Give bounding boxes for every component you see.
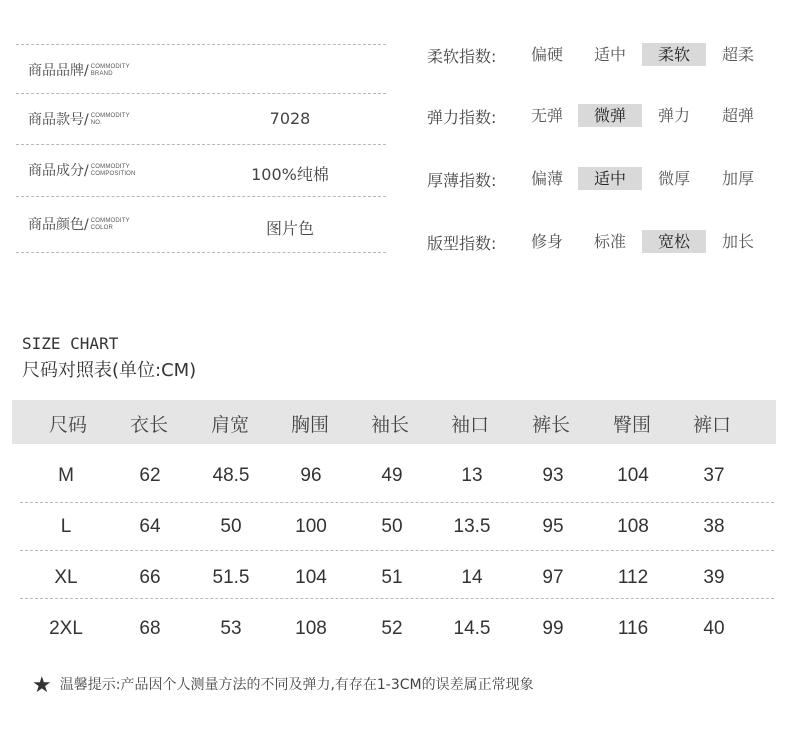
table-cell: 93 — [542, 465, 564, 486]
divider — [16, 144, 386, 145]
table-cell: 96 — [300, 465, 322, 486]
divider — [16, 44, 386, 45]
thickness-option: 偏薄 — [530, 169, 563, 188]
table-cell: 112 — [617, 567, 649, 588]
header-cell: 胸围 — [290, 414, 329, 436]
header-cell: 袖长 — [370, 414, 409, 436]
color-value: 图片色 — [265, 219, 314, 238]
star-icon: ★ — [32, 673, 52, 698]
fit-option-selected: 宽松 — [642, 230, 706, 253]
table-cell: 108 — [295, 618, 327, 639]
row-divider — [20, 550, 774, 551]
measurement-note — [32, 673, 534, 698]
style-no-value: 7028 — [269, 109, 311, 128]
table-cell: 108 — [617, 516, 649, 537]
table-cell: 104 — [617, 465, 649, 486]
softness-option: 适中 — [593, 45, 626, 64]
table-cell: 64 — [139, 516, 161, 537]
thickness-option: 微厚 — [657, 169, 690, 188]
table-cell: 40 — [703, 618, 725, 639]
elasticity-option: 超弹 — [721, 106, 754, 125]
table-cell: 51 — [381, 567, 403, 588]
fit-option: 修身 — [530, 232, 563, 251]
table-cell: XL — [54, 567, 78, 588]
header-cell: 裤长 — [531, 414, 570, 436]
table-cell: 52 — [381, 618, 403, 639]
header-cell: 尺码 — [48, 414, 87, 436]
table-cell: M — [58, 465, 74, 486]
elasticity-label: 弹力指数: — [427, 108, 497, 127]
softness-option-selected: 柔软 — [642, 43, 706, 66]
table-cell: 68 — [139, 618, 161, 639]
row-divider — [20, 502, 774, 503]
thickness-option: 加厚 — [721, 169, 754, 188]
table-cell: 14.5 — [453, 618, 491, 639]
table-cell: 50 — [220, 516, 242, 537]
table-cell: 50 — [381, 516, 403, 537]
divider — [16, 93, 386, 94]
thickness-option-selected: 适中 — [578, 167, 642, 190]
table-cell: 14 — [461, 567, 483, 588]
style-no-label: 商品款号/ COMMODITY NO. — [28, 112, 130, 128]
table-cell: 104 — [295, 567, 327, 588]
table-cell: 48.5 — [212, 465, 250, 486]
divider — [16, 196, 386, 197]
fit-label: 版型指数: — [427, 234, 497, 253]
table-cell: 97 — [542, 567, 564, 588]
table-cell: 95 — [542, 516, 564, 537]
softness-option: 偏硬 — [530, 45, 563, 64]
size-chart-subtitle: 尺码对照表(单位:CM) — [22, 360, 197, 381]
table-cell: 2XL — [49, 618, 83, 639]
table-cell: 100 — [295, 516, 327, 537]
composition-label: 商品成分/ COMMODITY COMPOSITION — [28, 163, 136, 179]
table-cell: 51.5 — [212, 567, 250, 588]
color-label: 商品颜色/ COMMODITY COLOR — [28, 217, 130, 233]
fit-option: 加长 — [721, 232, 754, 251]
table-cell: 37 — [703, 465, 725, 486]
table-cell: 39 — [703, 567, 725, 588]
elasticity-option: 弹力 — [657, 106, 690, 125]
table-cell: 62 — [139, 465, 161, 486]
elasticity-option-selected: 微弹 — [578, 104, 642, 127]
composition-value: 100%纯棉 — [251, 165, 329, 184]
brand-label: 商品品牌/ COMMODITY BRAND — [28, 63, 130, 79]
table-cell: 13.5 — [453, 516, 491, 537]
thickness-label: 厚薄指数: — [427, 171, 497, 190]
table-cell: 49 — [381, 465, 403, 486]
divider — [16, 252, 386, 253]
table-cell: 53 — [220, 618, 242, 639]
header-cell: 衣长 — [129, 414, 168, 436]
table-cell: L — [60, 516, 72, 537]
table-cell: 99 — [542, 618, 564, 639]
table-cell: 38 — [703, 516, 725, 537]
header-cell: 裤口 — [692, 414, 731, 436]
table-cell: 66 — [139, 567, 161, 588]
softness-option: 超柔 — [721, 45, 754, 64]
header-cell: 袖口 — [450, 414, 489, 436]
elasticity-option: 无弹 — [530, 106, 563, 125]
table-cell: 13 — [461, 465, 483, 486]
row-divider — [20, 598, 774, 599]
table-cell: 116 — [617, 618, 649, 639]
header-cell: 肩宽 — [210, 414, 249, 436]
header-cell: 臀围 — [612, 414, 651, 436]
softness-label: 柔软指数: — [427, 47, 497, 66]
fit-option: 标准 — [593, 232, 626, 251]
note-text: 温馨提示:产品因个人测量方法的不同及弹力,有存在1-3CM的误差属正常现象 — [59, 677, 534, 693]
size-chart-title: SIZE CHART — [22, 334, 119, 353]
